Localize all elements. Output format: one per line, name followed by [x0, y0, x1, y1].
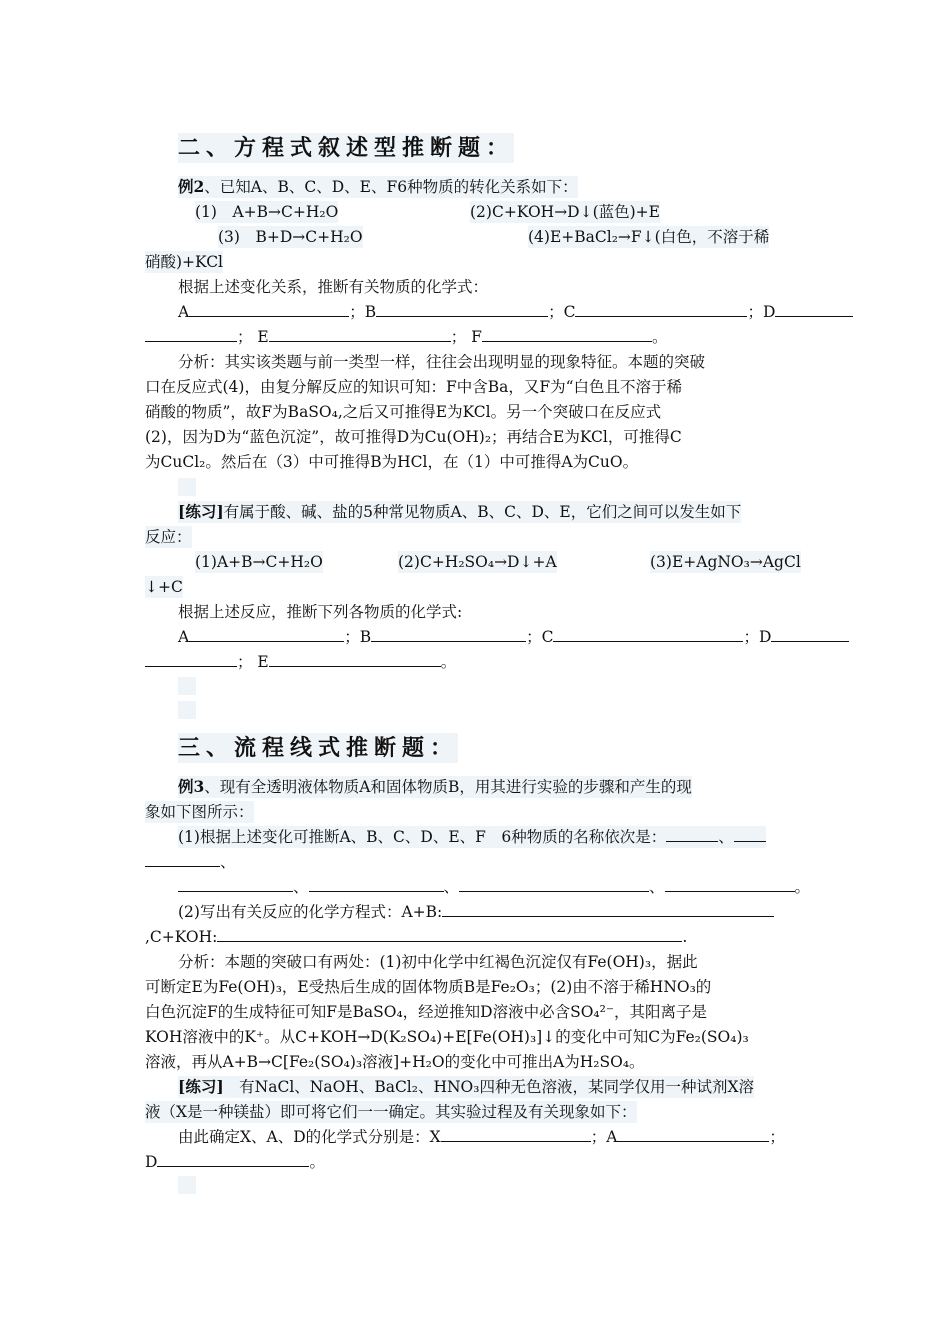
practice2-prompt: 由此确定X、A、D的化学式分别是：X — [178, 1128, 441, 1146]
name-d-blank[interactable] — [309, 876, 444, 892]
empty-paragraph-mark — [178, 677, 196, 695]
end-mark: 。 — [794, 878, 811, 896]
sep: 、 — [718, 828, 734, 846]
answer-d-blank-cont[interactable] — [145, 326, 237, 342]
equation-c-koh-blank[interactable] — [217, 926, 682, 942]
empty-paragraph-mark — [178, 478, 196, 496]
reaction-2: (2)C+KOH→D↓(蓝色)+E — [470, 203, 660, 221]
equation-ab-blank[interactable] — [442, 901, 774, 917]
practice2-label: [练习] — [178, 1077, 224, 1096]
reaction-4-cont: 硝酸)+KCl — [145, 253, 224, 271]
analysis3-line-2: 可断定E为Fe(OH)₃，E受热后生成的固体物质B是Fe₂O₃；(2)由不溶于稀HNO₃的 — [145, 978, 712, 996]
sep: 、 — [443, 878, 460, 896]
example3-q2-row2 — [145, 926, 687, 948]
name-b-blank-cont[interactable] — [145, 851, 220, 867]
name-f-blank[interactable] — [665, 876, 795, 892]
practice2-text: 有NaCl、NaOH、BaCl₂、HNO₃四种无色溶液，某同学仅用一种试剂X溶 — [223, 1078, 755, 1096]
example3-q1-row3 — [178, 876, 810, 898]
sep: 、 — [649, 878, 665, 896]
practice1-prompt: 根据上述反应，推断下列各物质的化学式: — [178, 603, 463, 621]
end-mark: 。 — [309, 1153, 325, 1171]
end-mark: 。 — [651, 328, 668, 346]
practice2-blanks-row2 — [145, 1151, 325, 1173]
example2-prompt: 根据上述变化关系，推断有关物质的化学式： — [178, 278, 489, 296]
empty-paragraph-mark — [178, 1176, 196, 1194]
label-e: ； E — [237, 328, 269, 346]
example3-text: 、现有全透明液体物质A和固体物质B，用其进行实验的步骤和产生的现 — [204, 778, 692, 796]
label-d: ；D — [743, 628, 772, 646]
formula-a-blank[interactable] — [617, 1126, 769, 1142]
label-c: ；C — [548, 303, 576, 321]
answer-f-blank[interactable] — [482, 326, 652, 342]
analysis3-line-3: 白色沉淀F的生成特征可知F是BaSO₄，经逆推知D溶液中必含SO₄²⁻，其阳离子是 — [145, 1003, 708, 1021]
section3-heading: 三、流程线式推断题： — [178, 735, 459, 761]
practice1-reaction-3: (3)E+AgNO₃→AgCl — [650, 553, 801, 571]
example2-blanks-row2 — [145, 326, 667, 348]
example2-text: 、已知A、B、C、D、E、F6种物质的转化关系如下： — [204, 178, 578, 196]
example2-blanks-row1 — [178, 301, 853, 323]
q1-text: (1)根据上述变化可推断A、B、C、D、E、F 6种物质的名称依次是： — [178, 828, 667, 846]
q2-text: (2)写出有关反应的化学方程式：A+B: — [178, 903, 443, 921]
example3-label: 例3 — [178, 777, 205, 796]
answer-a-blank[interactable] — [189, 626, 344, 642]
analysis-line-2: 口在反应式(4)，由复分解反应的知识可知：F中含Ba，又F为“白色且不溶于稀 — [145, 378, 683, 396]
practice1-reaction-1: (1)A+B→C+H₂O — [195, 553, 323, 571]
q2b-text: ,C+KOH: — [145, 928, 218, 946]
analysis3-line-1: 分析：本题的突破口有两处：(1)初中化学中红褐色沉淀仅有Fe(OH)₃，据此 — [178, 953, 698, 971]
analysis3-line-4: KOH溶液中的K⁺。从C+KOH→D(K₂SO₄)+E[Fe(OH)₃]↓的变化中可知C为Fe₂(SO₄)₃ — [145, 1028, 749, 1046]
empty-paragraph-mark — [178, 701, 196, 719]
name-b-blank[interactable] — [734, 826, 766, 842]
label-b: ；B — [344, 628, 372, 646]
example3-q1-row2 — [145, 851, 236, 873]
analysis-line-5: 为CuCl₂。然后在（3）中可推得B为HCl，在（1）中可推得A为CuO。 — [145, 453, 639, 471]
example3-text-cont: 象如下图所示： — [145, 803, 254, 821]
label-f: ； F — [450, 328, 482, 346]
label-a: A — [178, 303, 190, 321]
formula-d-blank[interactable] — [157, 1151, 309, 1167]
example2-label: 例2 — [178, 177, 205, 196]
analysis-line-1: 分析：其实该类题与前一类型一样，往往会出现明显的现象特征。本题的突破 — [178, 353, 706, 371]
formula-x-blank[interactable] — [441, 1126, 591, 1142]
example3-intro — [178, 776, 692, 798]
analysis-line-4: (2)，因为D为“蓝色沉淀”，故可推得D为Cu(OH)₂；再结合E为KCl，可推得C — [145, 428, 682, 446]
reaction-1: (1) A+B→C+H₂O — [195, 203, 339, 221]
answer-b-blank[interactable] — [371, 626, 526, 642]
name-e-blank[interactable] — [459, 876, 649, 892]
reaction-4: (4)E+BaCl₂→F↓(白色，不溶于稀 — [528, 228, 770, 246]
answer-b-blank[interactable] — [376, 301, 548, 317]
answer-d-blank[interactable] — [775, 301, 853, 317]
section2-heading: 二、方程式叙述型推断题： — [178, 135, 515, 161]
practice1-text-cont: 反应： — [145, 528, 192, 546]
answer-a-blank[interactable] — [189, 301, 349, 317]
analysis-line-3: 硝酸的物质”，故F为BaSO₄,之后又可推得E为KCl。另一个突破口在反应式 — [145, 403, 662, 421]
practice1-blanks-row2 — [145, 651, 456, 673]
practice1-text: 有属于酸、碱、盐的5种常见物质A、B、C、D、E，它们之间可以发生如下 — [223, 503, 742, 521]
q2-end: . — [682, 928, 688, 946]
label-a: ；A — [590, 1128, 618, 1146]
semi: ； — [769, 1128, 785, 1146]
analysis3-line-5: 溶液，再从A+B→C[Fe₂(SO₄)₃溶液]+H₂O的变化中可推出A为H₂SO₄。 — [145, 1053, 645, 1071]
practice1-label: [练习] — [178, 502, 224, 521]
practice2-intro — [178, 1076, 754, 1098]
example3-q2 — [178, 901, 774, 923]
label-e: ； E — [237, 653, 269, 671]
sep: 、 — [293, 878, 309, 896]
answer-e-blank[interactable] — [269, 326, 451, 342]
label-d: D — [145, 1153, 158, 1171]
practice1-reaction-3-cont: ↓+C — [145, 578, 183, 596]
practice2-blanks-row1 — [178, 1126, 785, 1148]
practice1-reaction-2: (2)C+H₂SO₄→D↓+A — [398, 553, 557, 571]
answer-d-blank-cont[interactable] — [145, 651, 237, 667]
label-b: ；B — [349, 303, 377, 321]
practice1-intro — [178, 501, 741, 523]
answer-c-blank[interactable] — [575, 301, 747, 317]
reaction-3: (3) B+D→C+H₂O — [218, 228, 363, 246]
label-c: ；C — [526, 628, 554, 646]
answer-c-blank[interactable] — [553, 626, 743, 642]
end-mark: 。 — [440, 653, 457, 671]
example3-q1 — [178, 826, 766, 848]
sep: 、 — [220, 853, 236, 871]
practice2-text-cont: 液（X是一种镁盐）即可将它们一一确定。其实验过程及有关现象如下： — [145, 1103, 637, 1121]
practice1-blanks-row1 — [178, 626, 849, 648]
name-c-blank[interactable] — [178, 876, 293, 892]
example2-intro — [178, 176, 578, 198]
name-a-blank[interactable] — [666, 826, 718, 842]
answer-d-blank[interactable] — [771, 626, 849, 642]
label-a: A — [178, 628, 190, 646]
label-d: ；D — [747, 303, 776, 321]
answer-e-blank[interactable] — [269, 651, 441, 667]
